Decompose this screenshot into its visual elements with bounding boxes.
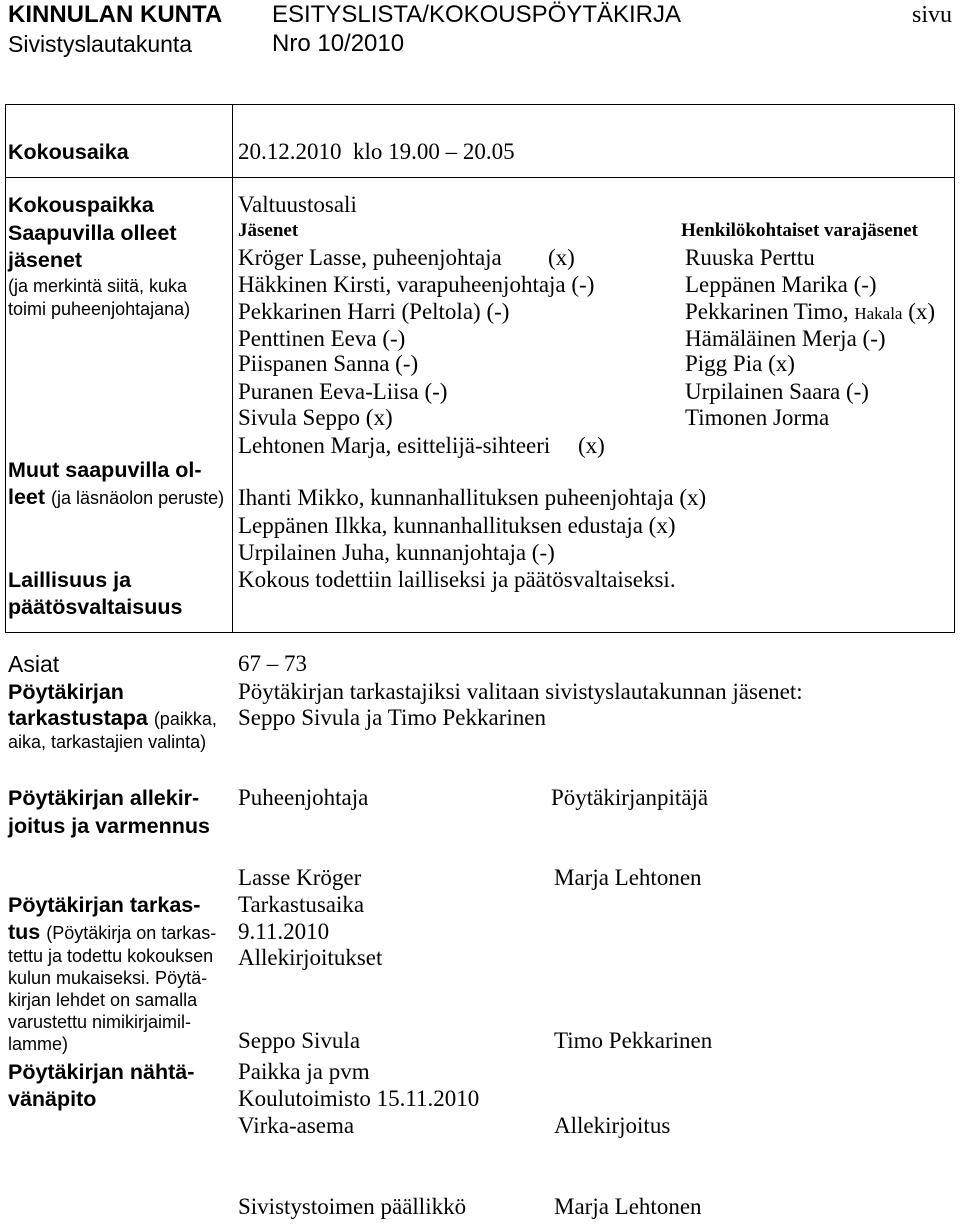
member-row [238,326,405,352]
member-name: Pekkarinen Harri (Peltola) [238,299,481,324]
attendance-mark: (-) [862,326,886,351]
attendees-note-line2: toimi puheenjohtajana) [8,299,191,319]
other-attendee: Urpilainen Juha, kunnanjohtaja (-) [238,540,555,565]
other-attendee: Ihanti Mikko, kunnanhallituksen puheenjohtaja (x) [238,485,707,510]
review-label-line1: Pöytäkirjan [8,680,124,704]
others-label-line1: Muut saapuvilla ol- [8,458,202,482]
deputy-name: Hämäläinen Merja [685,326,857,351]
inspector-name: Timo Pekkarinen [554,1028,713,1053]
display-label-line1: Pöytäkirjan nähtä- [8,1060,195,1084]
table-border-left [5,104,6,633]
others-label-line2 [8,485,224,511]
meeting-place-value: Valtuustosali [238,192,357,217]
review-value-line1: Pöytäkirjan tarkastajiksi valitaan sivistyslautakunnan jäsenet: [238,679,803,704]
legality-label-line1: Laillisuus ja [8,568,132,592]
legality-label-line2: päätösvaltaisuus [8,595,183,619]
member-name: Penttinen Eeva [238,326,377,351]
attendance-mark: (-) [424,379,448,404]
place-date-value: Koulutoimisto 15.11.2010 [238,1086,480,1111]
member-row [238,245,575,271]
chair-title: Puheenjohtaja [238,785,369,810]
deputy-name: Urpilainen Saara [685,379,841,404]
inspection-note-line: varustettu nimikirjaimil- [8,1012,192,1032]
signing-label-line2: joitus ja varmennus [8,814,210,838]
secretary-signer-name: Marja Lehtonen [554,865,702,890]
review-label-word: tarkastustapa [8,706,148,730]
page-label: sivu [912,2,953,28]
attendees-note-line1: (ja merkintä siitä, kuka [8,276,188,296]
deputy-substitute: Hakala [854,304,903,323]
table-row-divider [5,177,955,178]
inspection-label-line1: Pöytäkirjan tarkas- [8,893,201,917]
review-note: (paikka, [153,709,217,729]
other-attendee: Leppänen Ilkka, kunnanhallituksen edustaja (x) [238,513,676,538]
review-label-line2 [8,706,217,732]
deputy-name: Ruuska Perttu [685,245,815,270]
items-label: Asiat [8,651,60,677]
committee-name: Sivistyslautakunta [8,31,193,57]
chair-name: Lasse Kröger [238,865,362,890]
deputy-row [685,351,795,377]
legality-value: Kokous todettiin lailliseksi ja päätösvaltaiseksi. [238,567,676,592]
deputy-name: Timonen Jorma [685,405,830,430]
member-row [238,405,393,431]
attendance-mark: (x) [548,245,575,270]
deputy-row [685,272,877,298]
member-name: Sivula Seppo [238,405,361,430]
position-value: Sivistystoimen päällikkö [238,1194,467,1219]
inspection-note-line: lamme) [8,1034,69,1054]
attendance-mark: (x) [365,405,393,430]
inspection-date: 9.11.2010 [238,919,330,944]
table-border-right [954,104,955,633]
items-value: 67 – 73 [238,651,307,676]
inspection-note-line: tettu ja todettu kokouksen [8,946,214,966]
table-column-divider [232,104,233,633]
inspection-note-line: kirjan lehdet on samalla [8,990,198,1010]
review-note-line2: aika, tarkastajien valinta) [8,732,207,752]
deputy-row [685,245,815,271]
attendance-mark: (-) [486,299,510,324]
inspection-time-label: Tarkastusaika [238,892,365,917]
deputy-row [685,326,886,352]
display-label-line2: vänäpito [8,1087,97,1111]
inspection-label-line2 [8,920,216,946]
attendance-mark: (-) [571,272,595,297]
document-number: Nro 10/2010 [272,30,405,57]
inspector-name: Seppo Sivula [238,1028,361,1053]
member-name: Piispanen Sanna [238,351,390,376]
attendees-label-line2: jäsenet [8,248,83,272]
deputy-row [685,379,869,405]
meeting-place-label: Kokouspaikka [8,193,154,217]
member-row [238,351,418,377]
member-name: Kröger Lasse, puheenjohtaja [238,245,502,270]
deputy-row [685,299,935,327]
members-heading: Jäsenet [238,220,299,241]
signatures-label: Allekirjoitukset [238,945,383,970]
secretary-row [238,433,605,459]
meeting-time-value: 20.12.2010 klo 19.00 – 20.05 [238,139,515,164]
attendance-mark: (-) [845,379,869,404]
deputy-row [685,405,829,431]
member-name: Puranen Eeva-Liisa [238,379,419,404]
signature-label: Allekirjoitus [554,1113,671,1138]
review-value-line2: Seppo Sivula ja Timo Pekkarinen [238,705,546,730]
others-note: (ja läsnäolon peruste) [51,488,225,508]
attendance-mark: (-) [395,351,419,376]
attendance-mark: (x) [908,299,936,324]
display-signer-name: Marja Lehtonen [554,1194,702,1219]
member-row [238,299,509,325]
municipality-name: KINNULAN KUNTA [8,1,223,28]
meeting-time-label: Kokousaika [8,140,129,164]
deputy-name: Pigg Pia [685,351,763,376]
inspection-label-word: tus [8,920,41,944]
table-border-bottom [5,632,955,633]
document-type: ESITYSLISTA/KOKOUSPÖYTÄKIRJA [272,1,681,28]
table-border-top [5,104,955,105]
member-name: Häkkinen Kirsti, varapuheenjohtaja [238,272,566,297]
attendance-mark: (x) [578,433,605,458]
secretary-title: Pöytäkirjanpitäjä [551,785,709,810]
secretary-name: Lehtonen Marja, esittelijä-sihteeri [238,433,551,458]
attendance-mark: (x) [768,351,795,376]
others-label-word: leet [8,485,46,509]
member-row [238,379,447,405]
attendance-mark: (-) [853,272,877,297]
position-label: Virka-asema [238,1113,355,1138]
member-row [238,272,594,298]
deputy-name: Pekkarinen Timo, [685,299,849,324]
place-date-label: Paikka ja pvm [238,1059,370,1084]
attendance-mark: (-) [382,326,406,351]
signing-label-line1: Pöytäkirjan allekir- [8,786,200,810]
attendees-label-line1: Saapuvilla olleet [8,221,177,245]
inspection-note: (Pöytäkirja on tarkas- [46,923,217,943]
deputy-name: Leppänen Marika [685,272,848,297]
deputies-heading: Henkilökohtaiset varajäsenet [681,220,918,241]
inspection-note-line: kulun mukaiseksi. Pöytä- [8,968,208,988]
